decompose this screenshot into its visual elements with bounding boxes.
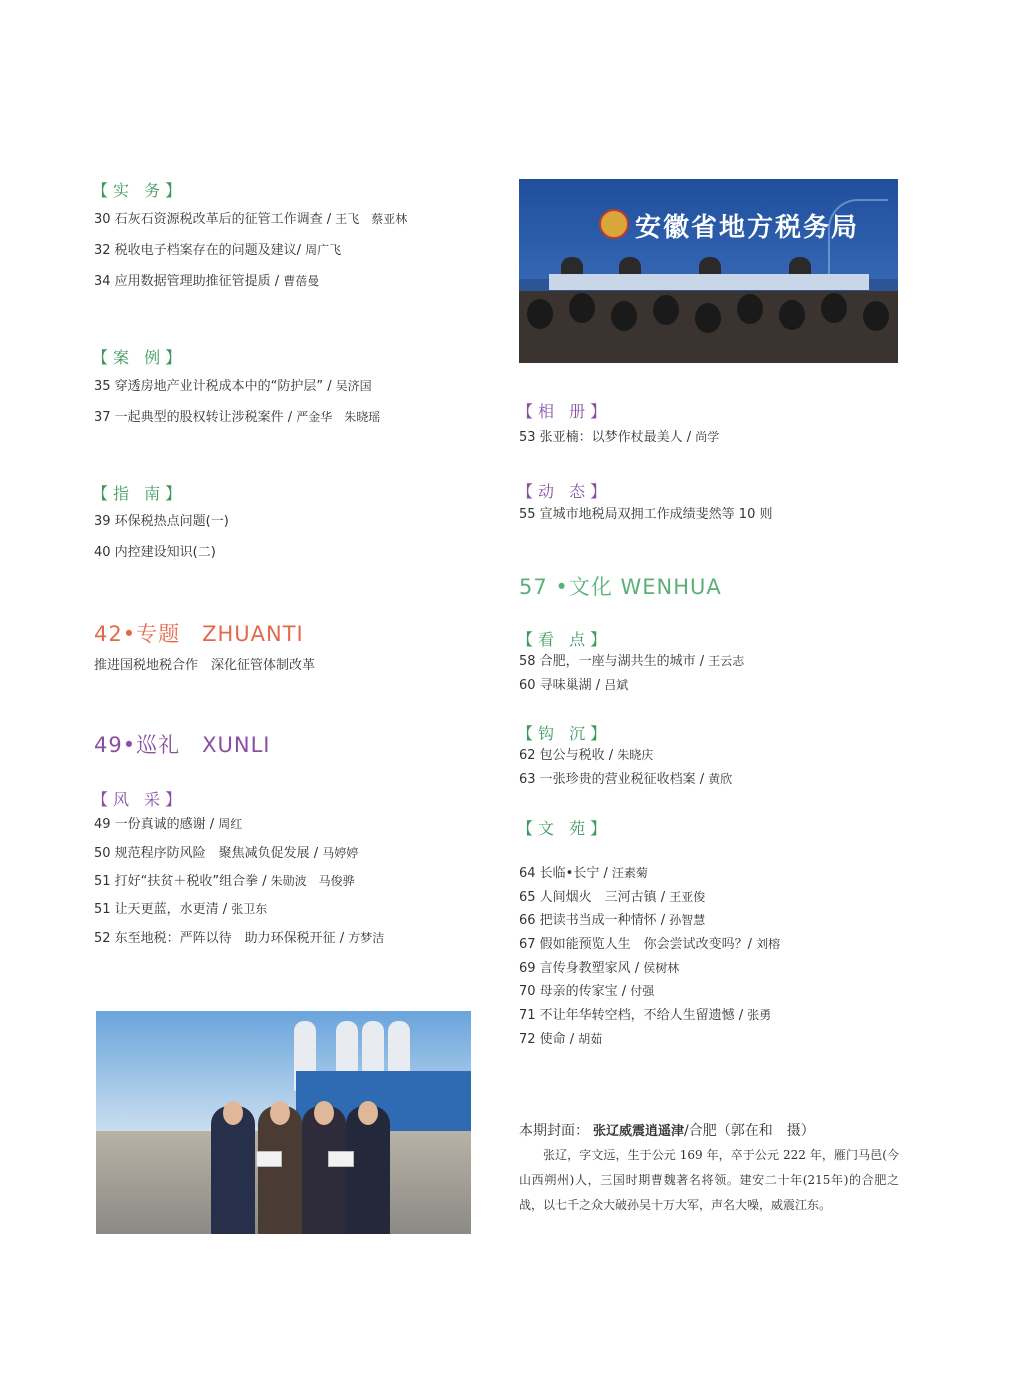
audience-head [863, 301, 889, 331]
toc-entry[interactable] [519, 1006, 771, 1025]
section-header-kandian: 【看 点】 [517, 630, 612, 649]
entry-title: 72 使命 / [519, 1032, 575, 1047]
entry-title: 35 穿透房地产业计税成本中的“防护层” / [94, 379, 332, 394]
entry-title: 55 宣城市地税局双拥工作成绩斐然等 10 则 [519, 507, 773, 522]
entry-author: 朱勋波 马俊骅 [270, 874, 355, 888]
audience-head [779, 300, 805, 330]
section-header-wenyuan: 【文 苑】 [517, 819, 612, 838]
entry-title: 60 寻味巢湖 / [519, 678, 601, 693]
section-header-wenhua: 57 •文化 WENHUA [519, 575, 722, 599]
toc-entry[interactable] [519, 746, 653, 765]
entry-author: 周红 [218, 817, 243, 831]
cover-credit: /合肥（郭在和 摄） [684, 1123, 815, 1139]
entry-author: 曹蓓曼 [283, 274, 320, 288]
entry-title: 30 石灰石资源税改革后的征管工作调查 / [94, 212, 332, 227]
entry-author: 王云志 [708, 654, 745, 668]
toc-entry[interactable] [519, 770, 732, 789]
entry-author: 方梦洁 [348, 931, 385, 945]
entry-author: 严金华 朱晓瑶 [296, 410, 381, 424]
entry-title: 53 张亚楠：以梦作杖最美人 / [519, 430, 692, 445]
toc-entry[interactable] [94, 544, 216, 562]
meeting-photo [519, 179, 898, 363]
toc-entry[interactable] [94, 815, 242, 834]
entry-author: 刘榕 [756, 937, 781, 951]
entry-title: 69 言传身教塑家风 / [519, 961, 640, 976]
section-header-anli: 【案 例】 [92, 348, 187, 367]
toc-entry[interactable] [519, 911, 705, 930]
booklet [328, 1151, 354, 1167]
audience-head [695, 303, 721, 333]
banner-decoration [828, 199, 888, 279]
entry-title: 52 东至地税：严阵以待 助力环保税开征 / [94, 931, 345, 946]
section-header-zhuanti: 42•专题 ZHUANTI [94, 622, 304, 646]
toc-entry[interactable] [94, 900, 267, 919]
audience-head [611, 301, 637, 331]
toc-entry[interactable] [519, 652, 744, 671]
audience [519, 291, 898, 363]
section-header-dongtai: 【动 态】 [517, 482, 612, 501]
audience-head [527, 299, 553, 329]
section-header-zhinan: 【指 南】 [92, 484, 187, 503]
entry-author: 侯树林 [643, 961, 680, 975]
entry-author: 张卫东 [231, 902, 268, 916]
person-face [314, 1101, 334, 1125]
toc-entry[interactable] [94, 872, 355, 891]
entry-author: 胡茹 [578, 1032, 603, 1046]
cover-caption [519, 1120, 815, 1140]
entry-title: 65 人间烟火 三河古镇 / [519, 890, 666, 905]
podium-table [549, 274, 869, 290]
entry-author: 汪素菊 [611, 866, 648, 880]
entry-title: 64 长临•长宁 / [519, 866, 608, 881]
toc-entry[interactable] [94, 210, 407, 229]
entry-author: 黄欣 [708, 772, 733, 786]
toc-entry[interactable] [519, 428, 719, 447]
entry-author: 周广飞 [305, 243, 342, 257]
entry-title: 63 一张珍贵的营业税征收档案 / [519, 772, 705, 787]
toc-entry[interactable] [519, 935, 780, 954]
entry-author: 马婷婷 [322, 846, 359, 860]
toc-entry[interactable] [94, 513, 229, 531]
entry-author: 孙智慧 [669, 913, 706, 927]
entry-title: 51 让天更蓝，水更清 / [94, 902, 228, 917]
entry-title: 34 应用数据管理助推征管提质 / [94, 274, 280, 289]
tax-emblem-icon [599, 209, 629, 239]
audience-head [737, 294, 763, 324]
entry-title: 39 环保税热点问题(一) [94, 514, 229, 529]
entry-title: 58 合肥，一座与湖共生的城市 / [519, 654, 705, 669]
section-header-gouchen: 【钩 沉】 [517, 724, 612, 743]
toc-entry[interactable] [519, 982, 654, 1001]
audience-head [569, 293, 595, 323]
entry-title: 67 假如能预览人生 你会尝试改变吗？/ [519, 937, 753, 952]
audience-head [821, 293, 847, 323]
toc-entry[interactable] [94, 377, 372, 396]
entry-title: 51 打好“扶贫＋税收”组合拳 / [94, 874, 267, 889]
entry-title: 62 包公与税收 / [519, 748, 614, 763]
person [258, 1106, 302, 1234]
entry-author: 吕斌 [604, 678, 629, 692]
toc-entry[interactable] [94, 929, 384, 948]
toc-entry[interactable] [519, 888, 705, 907]
entry-author: 付强 [630, 984, 655, 998]
booklet [256, 1151, 282, 1167]
toc-entry[interactable] [94, 844, 358, 863]
cover-title: 张辽威震逍遥津 [593, 1124, 685, 1139]
toc-entry[interactable] [94, 408, 380, 427]
toc-entry[interactable] [519, 506, 772, 524]
section-header-fengcai: 【风 采】 [92, 790, 187, 809]
person [302, 1106, 346, 1234]
entry-title: 37 一起典型的股权转让涉税案件 / [94, 410, 293, 425]
toc-entry[interactable] [519, 676, 628, 695]
entry-title: 49 一份真诚的感谢 / [94, 817, 215, 832]
entry-author: 王飞 蔡亚林 [335, 212, 408, 226]
toc-entry[interactable] [94, 272, 319, 291]
banner-text: 安徽省地方税务局 [635, 213, 860, 243]
entry-title: 32 税收电子档案存在的问题及建议/ [94, 243, 302, 258]
entry-author: 吴济国 [335, 379, 372, 393]
entry-title: 71 不让年华转空档，不给人生留遗憾 / [519, 1008, 744, 1023]
toc-entry[interactable] [519, 959, 679, 978]
person-face [270, 1101, 290, 1125]
entry-title: 66 把读书当成一种情怀 / [519, 913, 666, 928]
toc-entry[interactable] [519, 1030, 602, 1049]
person [211, 1106, 255, 1234]
site-photo [96, 1011, 471, 1234]
audience-head [653, 295, 679, 325]
person [346, 1106, 390, 1234]
person-face [223, 1101, 243, 1125]
entry-author: 朱晓庆 [617, 748, 654, 762]
entry-title: 70 母亲的传家宝 / [519, 984, 627, 999]
toc-entry[interactable] [94, 241, 341, 260]
cover-description: 张辽，字文远，生于公元 169 年，卒于公元 222 年，雁门马邑(今山西朔州)人，三国时期曹魏著名将领。建安二十年(215年)的合肥之战，以七千之众大破孙吴十万大军，声名大噪，威震江东。 [519, 1148, 899, 1212]
entry-title: 50 规范程序防风险 聚焦减负促发展 / [94, 846, 319, 861]
section-header-xiangce: 【相 册】 [517, 402, 612, 421]
entry-author: 王亚俊 [669, 890, 706, 904]
person-face [358, 1101, 378, 1125]
section-header-xunli: 49•巡礼 XUNLI [94, 733, 271, 757]
entry-author: 尚学 [695, 430, 720, 444]
entry-title: 40 内控建设知识(二) [94, 545, 216, 560]
toc-entry[interactable] [519, 864, 648, 883]
cover-label: 本期封面： [519, 1123, 589, 1139]
zhuanti-subtitle[interactable]: 推进国税地税合作 深化征管体制改革 [94, 658, 316, 673]
entry-author: 张勇 [747, 1008, 772, 1022]
section-header-shiwu: 【实 务】 [92, 181, 187, 200]
